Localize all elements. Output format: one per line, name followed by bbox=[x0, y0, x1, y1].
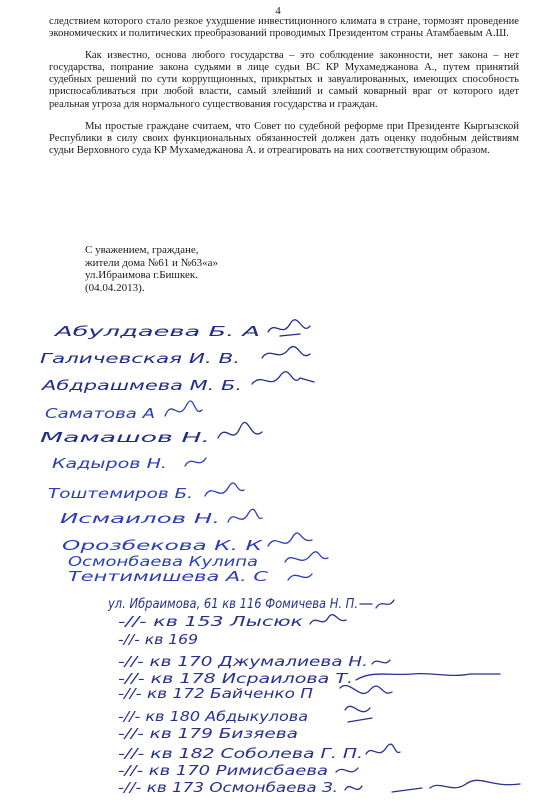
signature-mark bbox=[185, 458, 206, 466]
signature-mark bbox=[252, 372, 314, 384]
signature-mark bbox=[288, 574, 312, 580]
address-line: -//- кв 153 Лысюк bbox=[118, 615, 303, 630]
closing-greeting: С уважением, граждане, bbox=[85, 244, 199, 256]
signature-name: Кадыров Н. bbox=[52, 457, 167, 472]
signature-name: Галичевская И. В. bbox=[40, 352, 240, 367]
signature-mark bbox=[345, 706, 372, 722]
paragraph-2: Как известно, основа любого государства – это соблюдение законности, нет закона – нет государства, попрание закона судьями в лице судьи ВС КР Мухамеджанова А., путем принятий судебных решений по сути коррупционных, прикрытых и завуалированных, имеющих способность приспосабливаться при любой власти, самый злейший и самый коварный враг от которого идет реальная угроза для нормального существования государства и граждан. bbox=[49, 50, 519, 110]
address-line: -//- кв 182 Соболева Г. П. bbox=[118, 747, 363, 762]
signature-mark bbox=[218, 422, 262, 438]
letter-body bbox=[49, 16, 519, 167]
signature-name: Осмонбаева Кулипа bbox=[68, 555, 258, 570]
paragraph-1: следствием которого стало резкое ухудшение инвестиционного климата в стране, тормозят проведение экономических и политических преобразований проводимых Президентом страны Атамбаевым А.Ш. bbox=[49, 16, 519, 40]
signature-mark bbox=[268, 320, 310, 336]
signature-scribbles-list bbox=[310, 600, 520, 792]
closing-residents: жители дома №61 и №63«а» bbox=[85, 256, 218, 269]
signature-mark bbox=[366, 744, 400, 754]
address-line: -//- кв 180 Абдыкулова bbox=[118, 710, 308, 725]
address-line: -//- кв 172 Байченко П bbox=[118, 687, 314, 702]
signature-mark bbox=[372, 660, 390, 664]
address-line: -//- кв 178 Исраилова Т. bbox=[118, 672, 353, 687]
address-line: -//- кв 179 Бизяева bbox=[118, 727, 298, 742]
signature-name: Саматова А bbox=[45, 407, 156, 422]
closing-street: ул.Ибраимова г.Бишкек. bbox=[85, 269, 198, 282]
signature-mark bbox=[360, 600, 394, 608]
signature-mark bbox=[165, 401, 202, 416]
signature-mark bbox=[268, 533, 312, 546]
signature-mark bbox=[310, 615, 346, 624]
closing-date: (04.04.2013). bbox=[85, 281, 145, 294]
signature-name: Орозбекова К. К bbox=[62, 539, 264, 554]
signature-name: Абдрашмева М. Б. bbox=[40, 379, 243, 394]
signature-name: Исмаилов Н. bbox=[60, 512, 220, 527]
signature-mark bbox=[285, 552, 328, 562]
address-line: -//- кв 170 Римисбаева bbox=[118, 764, 328, 779]
closing-block bbox=[85, 244, 218, 294]
signature-mark bbox=[345, 780, 520, 792]
address-line: ул. Ибраимова, 61 кв 116 Фомичева Н. П. bbox=[107, 597, 358, 612]
page-number: 4 bbox=[275, 5, 281, 17]
signatures-svg bbox=[0, 318, 556, 800]
signature-name: Тентимишева А. С bbox=[68, 570, 270, 585]
signature-mark bbox=[336, 768, 358, 772]
signature-mark bbox=[228, 509, 262, 522]
address-line: -//- кв 169 bbox=[118, 633, 198, 648]
signature-area bbox=[0, 318, 556, 800]
signature-mark bbox=[262, 347, 310, 358]
signature-mark bbox=[205, 483, 244, 496]
signature-name: Тоштемиров Б. bbox=[48, 487, 193, 502]
address-line: -//- кв 173 Осмонбаева З. bbox=[118, 781, 338, 796]
signature-name: Мамашов Н. bbox=[40, 431, 211, 446]
paragraph-3: Мы простые граждане считаем, что Совет по судебной реформе при Президенте Кыргызской Республики в силу своих функциональных обязанностей должен дать оценку подобным действиям судьи Верховного суда КР Мухамеджанова А. и отреагировать на них соответствующим образом. bbox=[49, 120, 519, 156]
signature-mark bbox=[356, 674, 500, 680]
address-line: -//- кв 170 Джумалиева Н. bbox=[118, 655, 368, 670]
signature-name: Абулдаева Б. А bbox=[52, 325, 261, 340]
